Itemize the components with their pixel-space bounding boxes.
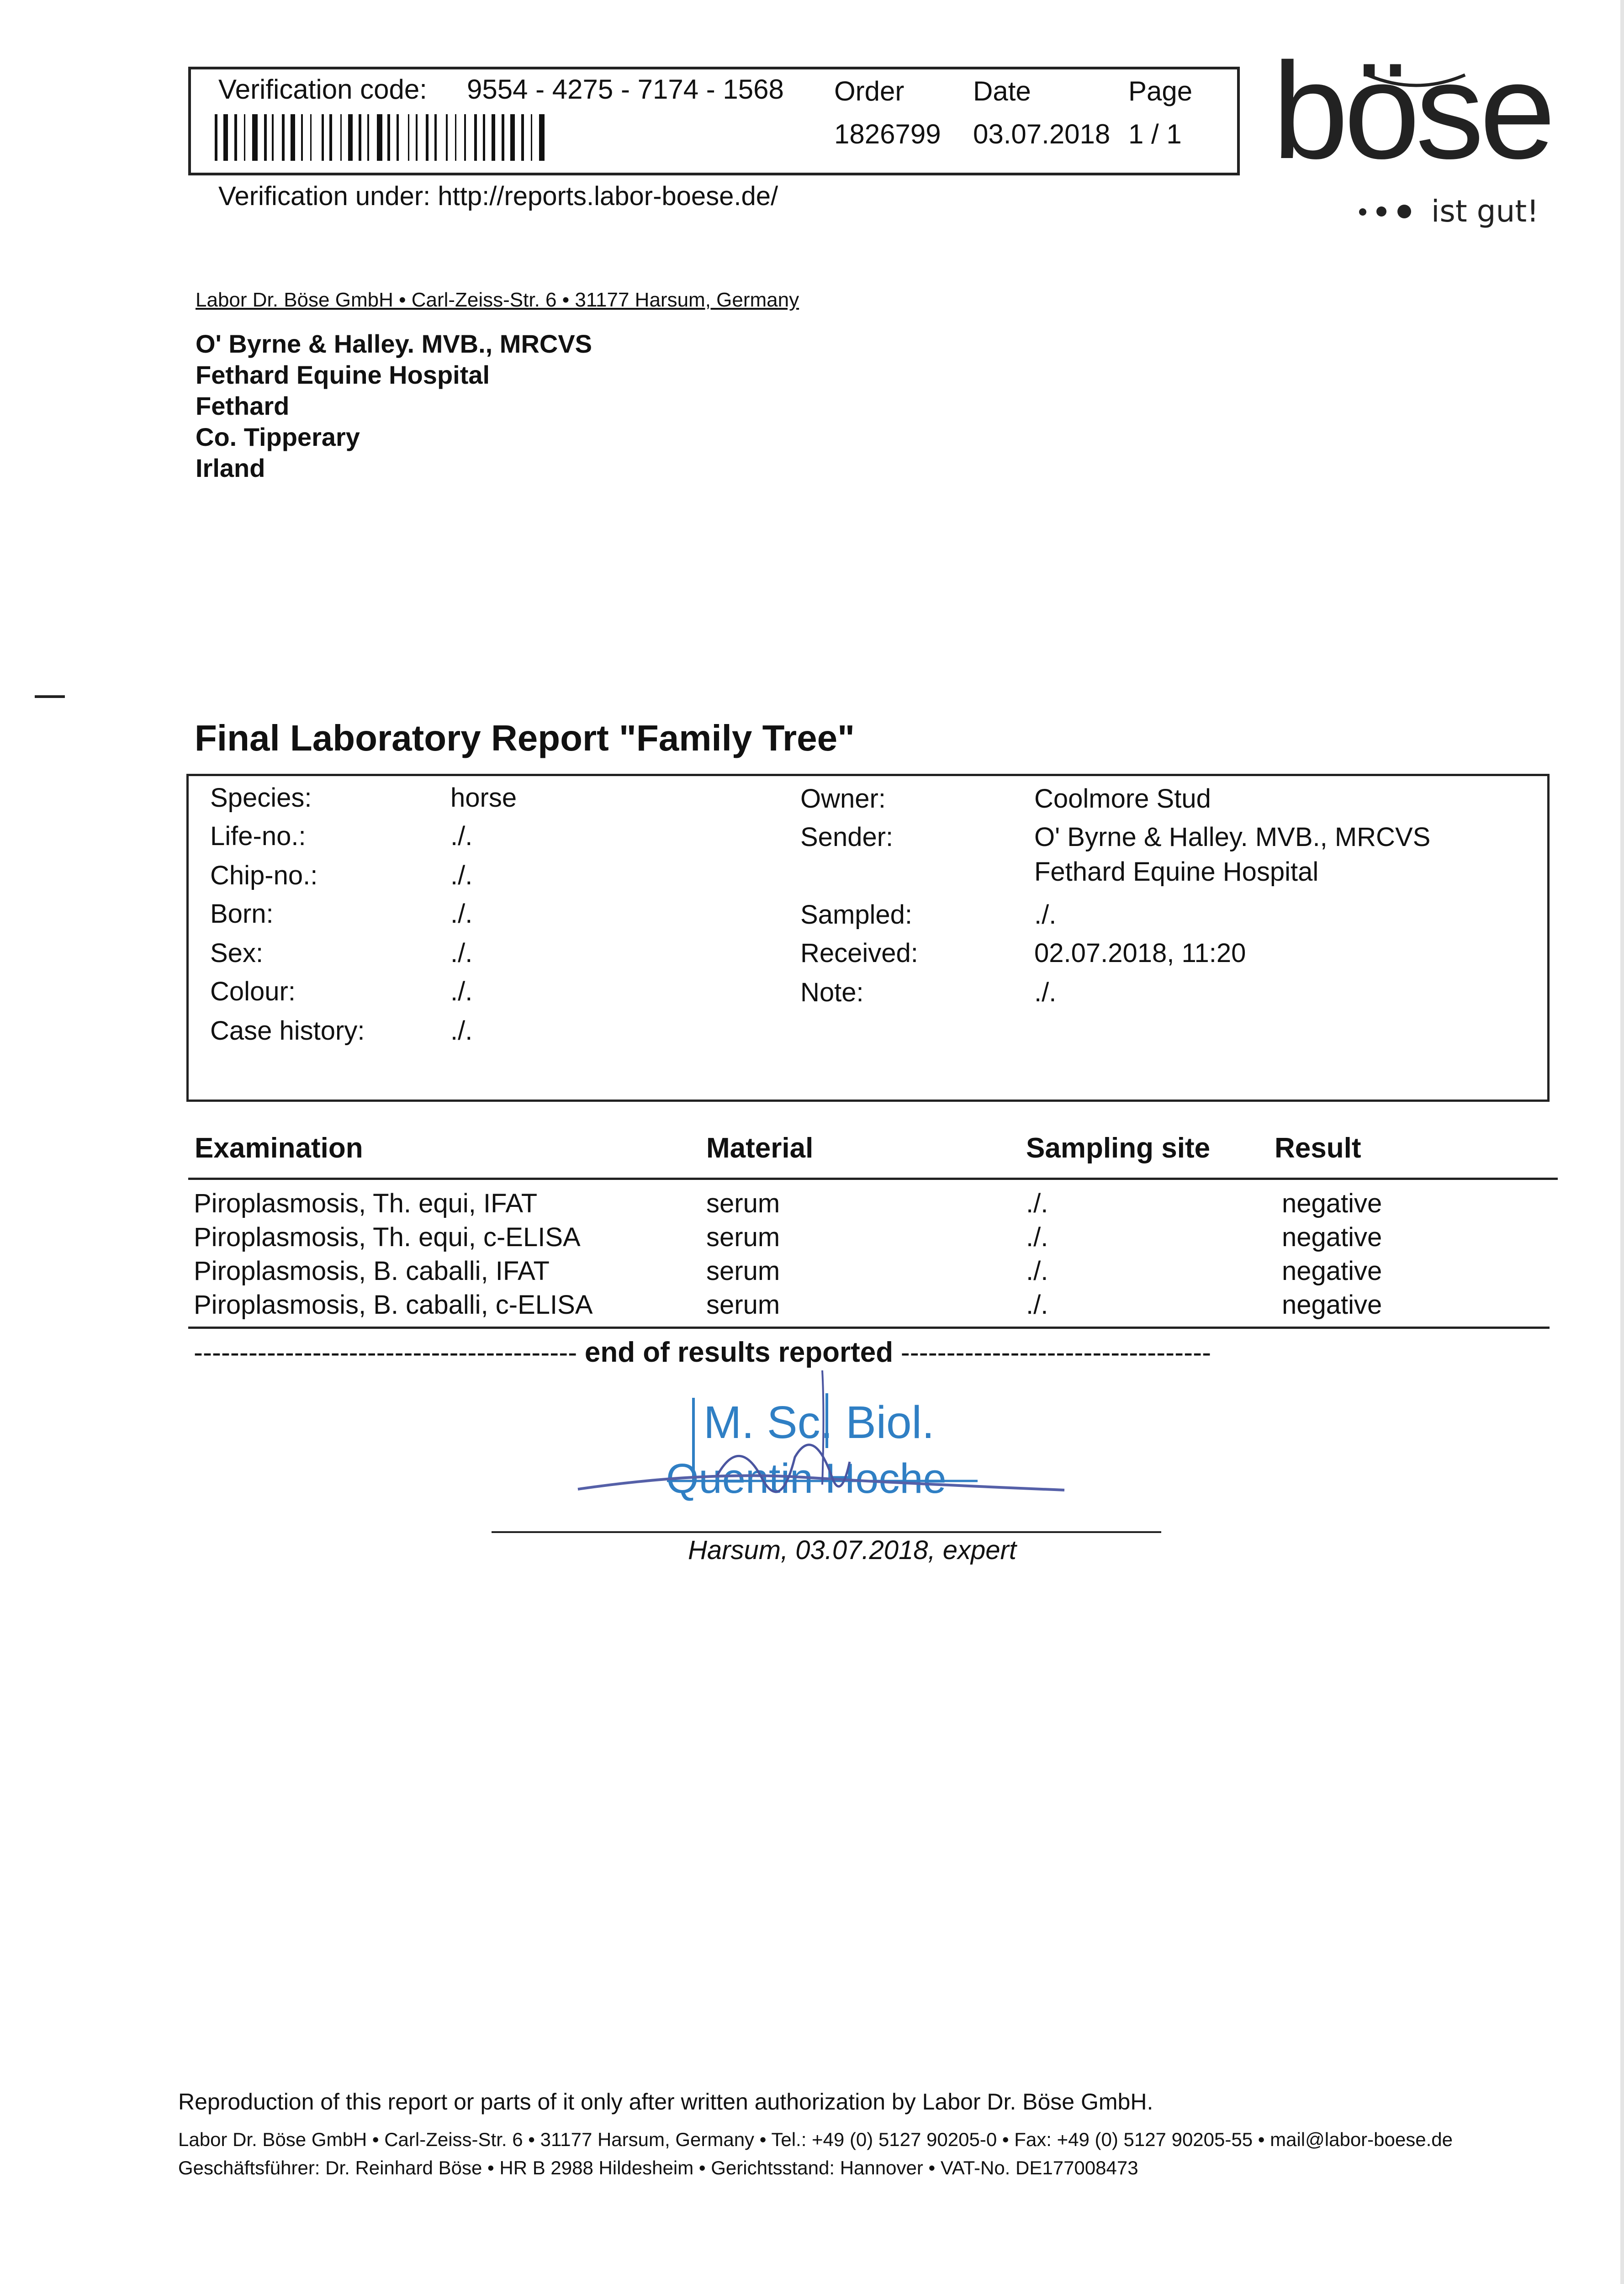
footer-legal-line: Geschäftsführer: Dr. Reinhard Böse • HR B 2988 Hildesheim • Gerichtsstand: Hannover • VAT-No. DE177008473 <box>178 2157 1138 2178</box>
result-value: negative <box>1282 1222 1382 1252</box>
barcode-bar <box>502 114 504 161</box>
received-value: 02.07.2018, 11:20 <box>1034 938 1246 968</box>
barcode-bar <box>310 114 312 161</box>
received-label: Received: <box>800 938 918 968</box>
date-label: Date <box>973 76 1031 106</box>
info-value: ./. <box>450 1016 473 1046</box>
sender-value: O' Byrne & Halley. MVB., MRCVS <box>1034 822 1431 852</box>
result-material: serum <box>706 1290 780 1320</box>
barcode-bar <box>539 114 545 161</box>
barcode-bar <box>510 114 515 161</box>
sampled-value: ./. <box>1034 900 1057 930</box>
info-label: Case history: <box>210 1016 365 1046</box>
result-site: ./. <box>1026 1290 1048 1320</box>
barcode-bar <box>474 114 477 161</box>
result-site: ./. <box>1026 1189 1048 1218</box>
barcode-bar <box>291 114 295 161</box>
verification-code: 9554 - 4275 - 7174 - 1568 <box>467 74 784 105</box>
info-label: Colour: <box>210 977 296 1006</box>
note-value: ./. <box>1034 978 1057 1007</box>
date-value: 03.07.2018 <box>973 119 1111 149</box>
info-value: ./. <box>450 821 473 851</box>
info-value: ./. <box>450 938 473 968</box>
result-value: negative <box>1282 1189 1382 1218</box>
info-value: ./. <box>450 977 473 1006</box>
barcode-bar <box>264 114 267 161</box>
result-examination: Piroplasmosis, B. caballi, c-ELISA <box>194 1290 593 1320</box>
info-value: ./. <box>450 899 473 929</box>
barcode-bar <box>483 114 485 161</box>
logo-tagline: ist gut! <box>1431 194 1539 229</box>
barcode-bar <box>377 114 382 161</box>
info-label: Born: <box>210 899 274 929</box>
order-label: Order <box>834 76 905 106</box>
barcode-bar <box>387 114 390 161</box>
barcode-bar <box>234 114 237 161</box>
barcode-bar <box>252 114 258 161</box>
sender-value: Fethard Equine Hospital <box>1034 857 1319 887</box>
barcode <box>215 114 553 161</box>
recipient-line: Fethard Equine Hospital <box>196 360 490 389</box>
page-label: Page <box>1128 76 1193 106</box>
info-label: Species: <box>210 783 312 813</box>
barcode-bar <box>426 114 428 161</box>
column-header-result: Result <box>1275 1132 1361 1164</box>
column-header-examination: Examination <box>195 1132 363 1164</box>
page-value: 1 / 1 <box>1128 119 1182 149</box>
report-title: Final Laboratory Report "Family Tree" <box>195 718 855 758</box>
signature-caption: Harsum, 03.07.2018, expert <box>688 1535 1016 1565</box>
end-of-results-line <box>194 1336 1211 1369</box>
barcode-bar <box>322 114 324 161</box>
order-value: 1826799 <box>834 119 941 149</box>
barcode-bar <box>244 114 245 161</box>
page-edge <box>1620 0 1624 2284</box>
barcode-bar <box>329 114 332 161</box>
barcode-bar <box>416 114 418 161</box>
sender-label: Sender: <box>800 822 894 852</box>
result-examination: Piroplasmosis, Th. equi, c-ELISA <box>194 1222 581 1252</box>
result-examination: Piroplasmosis, B. caballi, IFAT <box>194 1256 550 1286</box>
footer-reproduction-note: Reproduction of this report or parts of it only after written authorization by Labor Dr. Böse GmbH. <box>178 2089 1153 2115</box>
result-value: negative <box>1282 1256 1382 1286</box>
barcode-bar <box>397 114 399 161</box>
recipient-line: O' Byrne & Halley. MVB., MRCVS <box>196 329 592 358</box>
barcode-bar <box>446 114 448 161</box>
info-label: Life-no.: <box>210 821 306 851</box>
stamp-line-2: Quentin Hoche <box>666 1455 947 1502</box>
sender-address-line: Labor Dr. Böse GmbH • Carl-Zeiss-Str. 6 • 31177 Harsum, Germany <box>196 289 799 311</box>
info-label: Sex: <box>210 938 264 968</box>
recipient-line: Irland <box>196 454 265 482</box>
barcode-bar <box>348 114 353 161</box>
end-of-results-text: end of results reported <box>584 1337 894 1368</box>
barcode-bar <box>492 114 495 161</box>
verification-url: Verification under: http://reports.labor-boese.de/ <box>218 181 778 211</box>
verification-label: Verification code: <box>218 74 427 105</box>
result-material: serum <box>706 1256 780 1286</box>
recipient-line: Co. Tipperary <box>196 423 360 451</box>
logo-smile-icon <box>1364 72 1469 90</box>
logo-wordmark: böse <box>1272 34 1551 187</box>
result-material: serum <box>706 1222 780 1252</box>
barcode-bar <box>282 114 285 161</box>
barcode-bar <box>521 114 524 161</box>
note-label: Note: <box>800 978 864 1007</box>
column-header-material: Material <box>706 1132 814 1164</box>
result-site: ./. <box>1026 1222 1048 1252</box>
stamp-line-1: M. Sc. Biol. <box>704 1397 935 1448</box>
result-material: serum <box>706 1189 780 1218</box>
footer-contact-line: Labor Dr. Böse GmbH • Carl-Zeiss-Str. 6 • 31177 Harsum, Germany • Tel.: +49 (0) 5127 90205-0 • Fax: +49 (0) 5127 90205-55 • mail@labor-boese.de <box>178 2129 1453 2150</box>
barcode-bar <box>455 114 456 161</box>
barcode-bar <box>408 114 409 161</box>
barcode-bar <box>359 114 361 161</box>
column-header-sampling-site: Sampling site <box>1026 1132 1211 1164</box>
fold-mark <box>35 695 65 698</box>
barcode-bar <box>367 114 369 161</box>
table-bottom-rule <box>188 1327 1550 1329</box>
barcode-bar <box>434 114 437 161</box>
result-site: ./. <box>1026 1256 1048 1286</box>
sampled-label: Sampled: <box>800 900 913 930</box>
barcode-bar <box>340 114 342 161</box>
barcode-bar <box>464 114 466 161</box>
result-examination: Piroplasmosis, Th. equi, IFAT <box>194 1189 538 1218</box>
barcode-bar <box>215 114 217 161</box>
info-value: horse <box>450 783 517 813</box>
info-value: ./. <box>450 861 473 890</box>
barcode-bar <box>301 114 303 161</box>
recipient-line: Fethard <box>196 391 290 420</box>
end-dashes-left: ------------------------------------------ <box>194 1337 577 1368</box>
result-value: negative <box>1282 1290 1382 1320</box>
signature-stamp <box>566 1366 1083 1535</box>
barcode-bar <box>223 114 228 161</box>
signature-rule <box>492 1531 1161 1533</box>
info-label: Chip-no.: <box>210 861 318 890</box>
table-header-rule <box>188 1178 1558 1180</box>
barcode-bar <box>531 114 532 161</box>
end-dashes-right: ---------------------------------- <box>900 1337 1211 1368</box>
owner-label: Owner: <box>800 784 886 814</box>
barcode-bar <box>272 114 274 161</box>
owner-value: Coolmore Stud <box>1034 784 1211 814</box>
